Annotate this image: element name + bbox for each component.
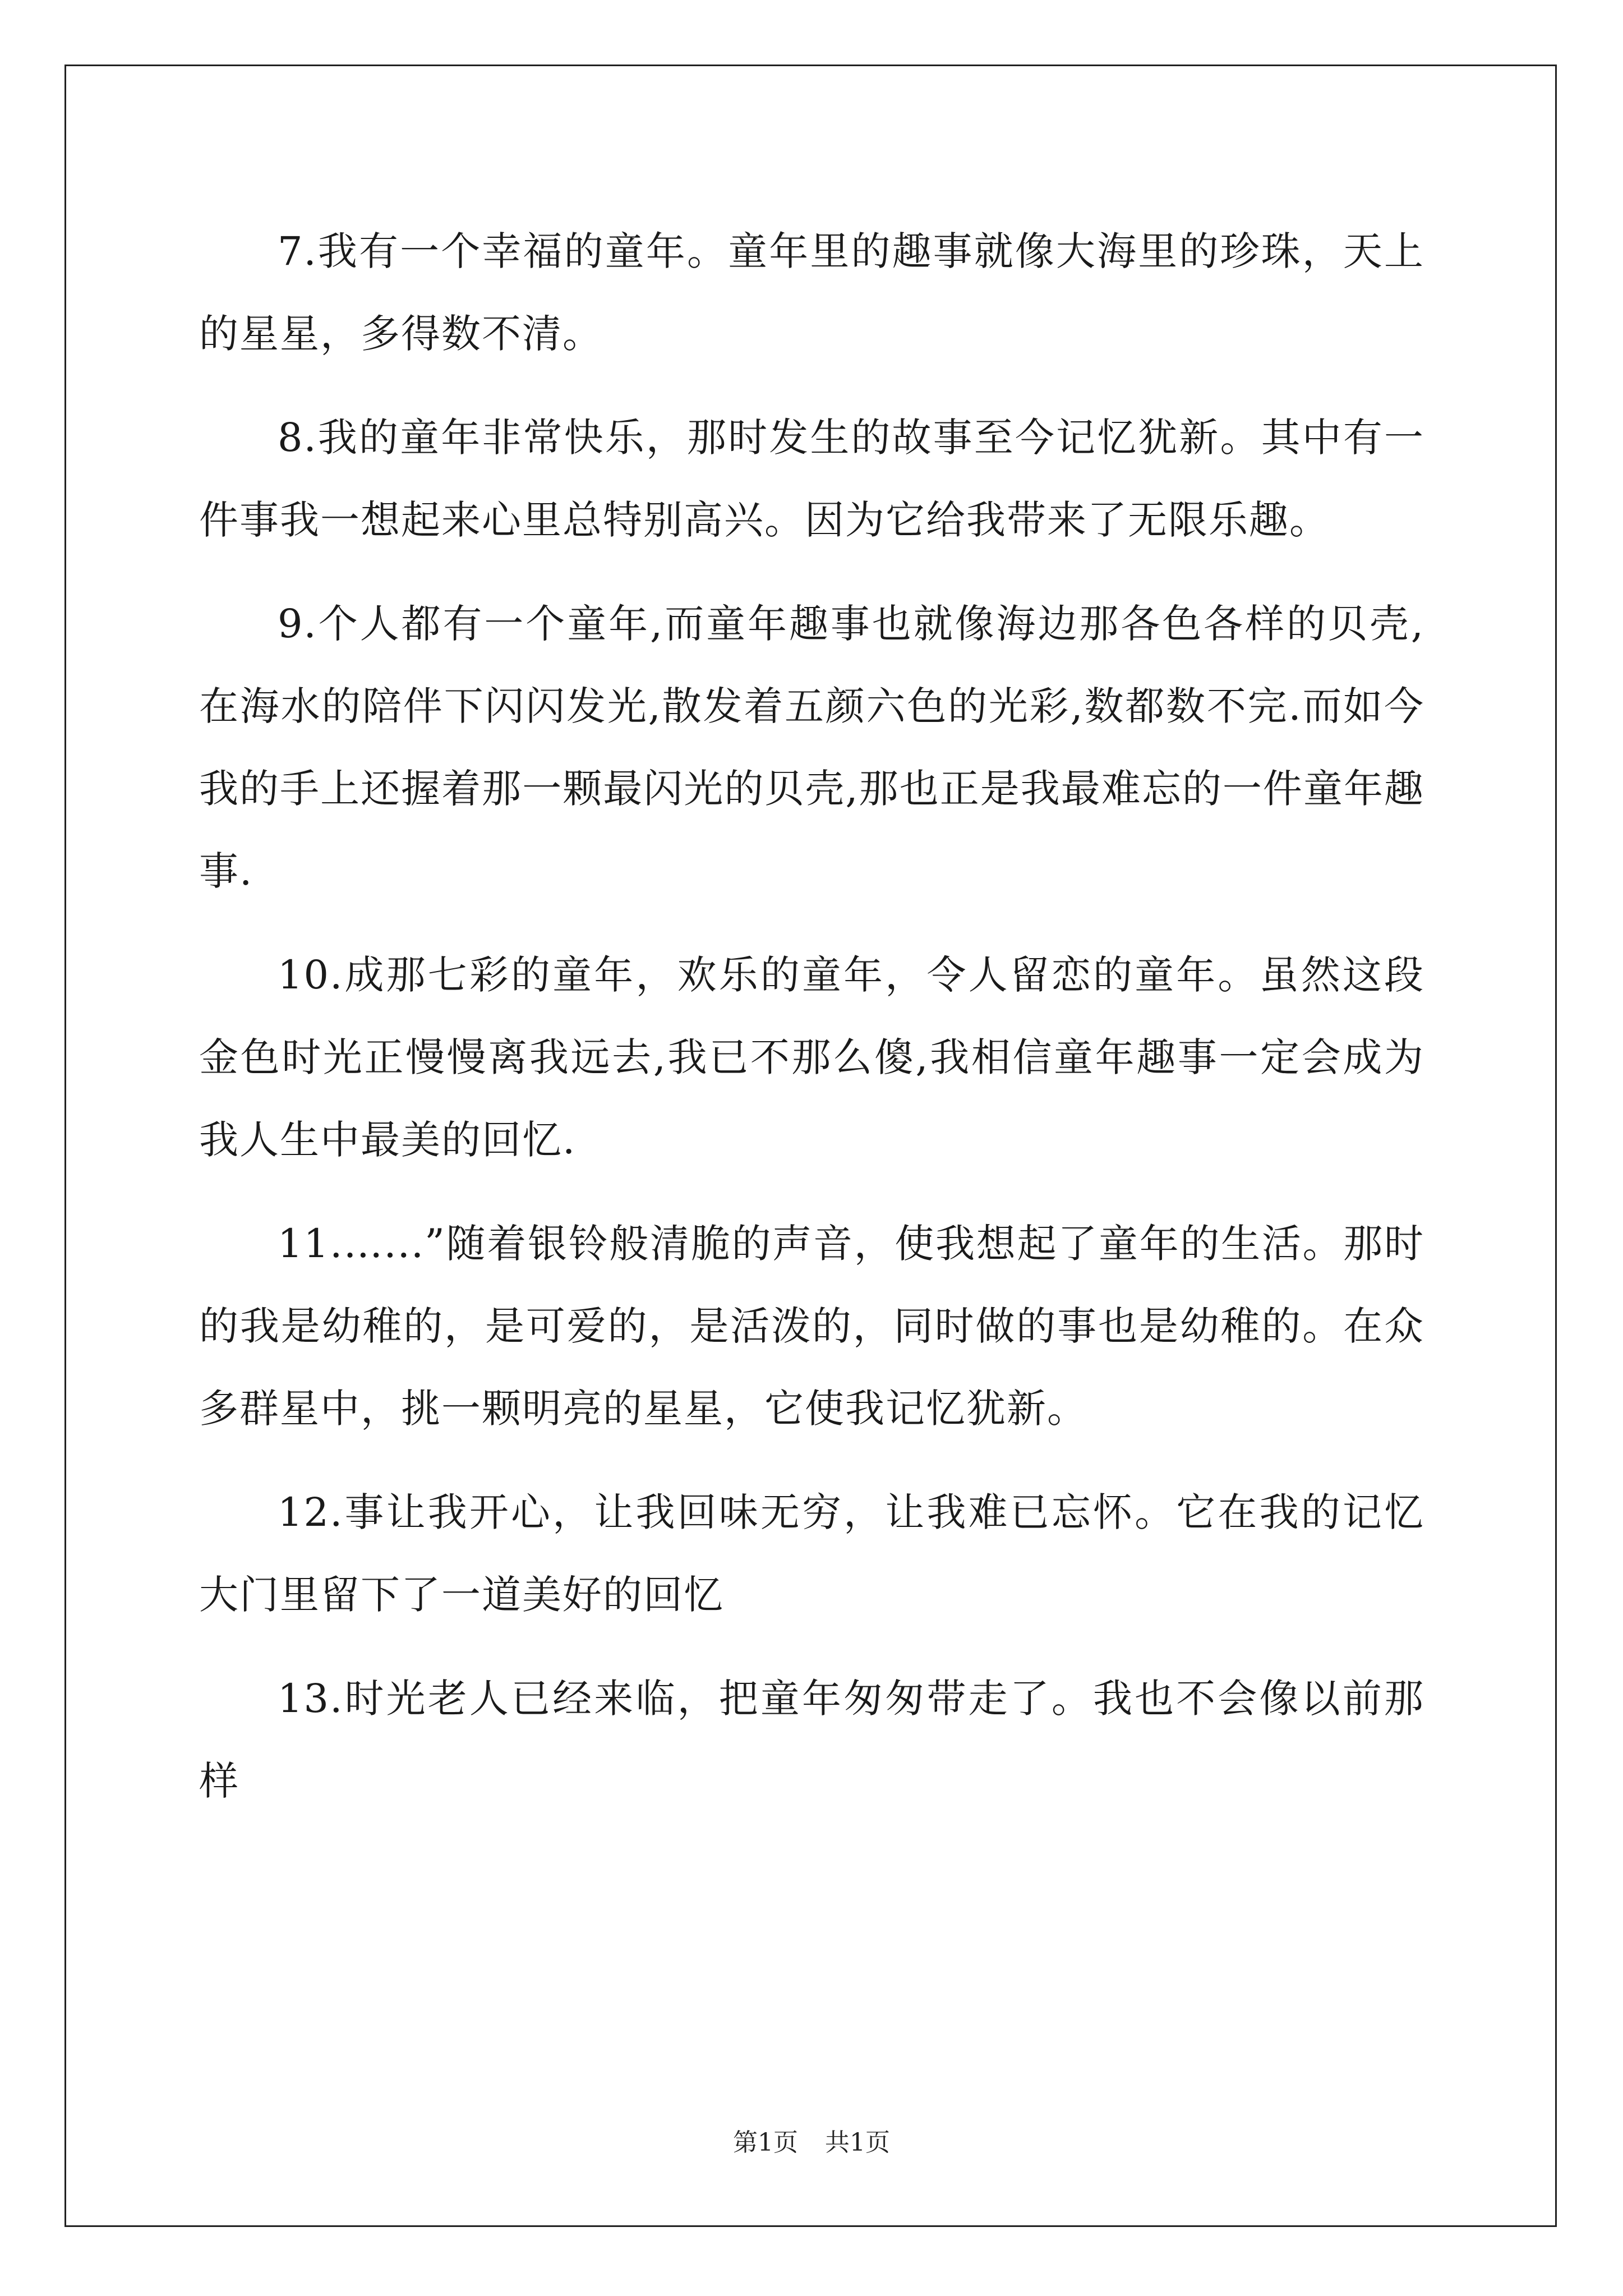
paragraph-8: 8.我的童年非常快乐，那时发生的故事至今记忆犹新。其中有一件事我一想起来心里总特别高兴。因为它给我带来了无限乐趣。: [199, 415, 1424, 543]
paragraph-7: 7.我有一个幸福的童年。童年里的趣事就像大海里的珍珠，天上的星星，多得数不清。: [199, 228, 1424, 357]
page-number-current: 第1页: [733, 2128, 798, 2157]
document-body: [199, 210, 1424, 1844]
page-footer: [0, 2126, 1623, 2160]
paragraph-13: 13.时光老人已经来临，把童年匆匆带走了。我也不会像以前那样: [199, 1676, 1424, 1804]
paragraph-9: 9.个人都有一个童年,而童年趣事也就像海边那各色各样的贝壳,在海水的陪伴下闪闪发光,散发着五颜六色的光彩,数都数不完.而如今我的手上还握着那一颗最闪光的贝壳,那也正是我最难忘的一件童年趣事.: [199, 601, 1424, 894]
paragraph-12: 12.事让我开心，让我回味无穷，让我难已忘怀。它在我的记忆大门里留下了一道美好的回忆: [199, 1489, 1424, 1618]
paragraph-10: 10.成那七彩的童年，欢乐的童年，令人留恋的童年。虽然这段金色时光正慢慢离我远去,我已不那么傻,我相信童年趣事一定会成为我人生中最美的回忆.: [199, 952, 1424, 1163]
page-number-total: 共1页: [825, 2128, 890, 2157]
paragraph-11: 11.…...”随着银铃般清脆的声音，使我想起了童年的生活。那时的我是幼稚的，是可爱的，是活泼的，同时做的事也是幼稚的。在众多群星中，挑一颗明亮的星星，它使我记忆犹新。: [199, 1221, 1424, 1432]
